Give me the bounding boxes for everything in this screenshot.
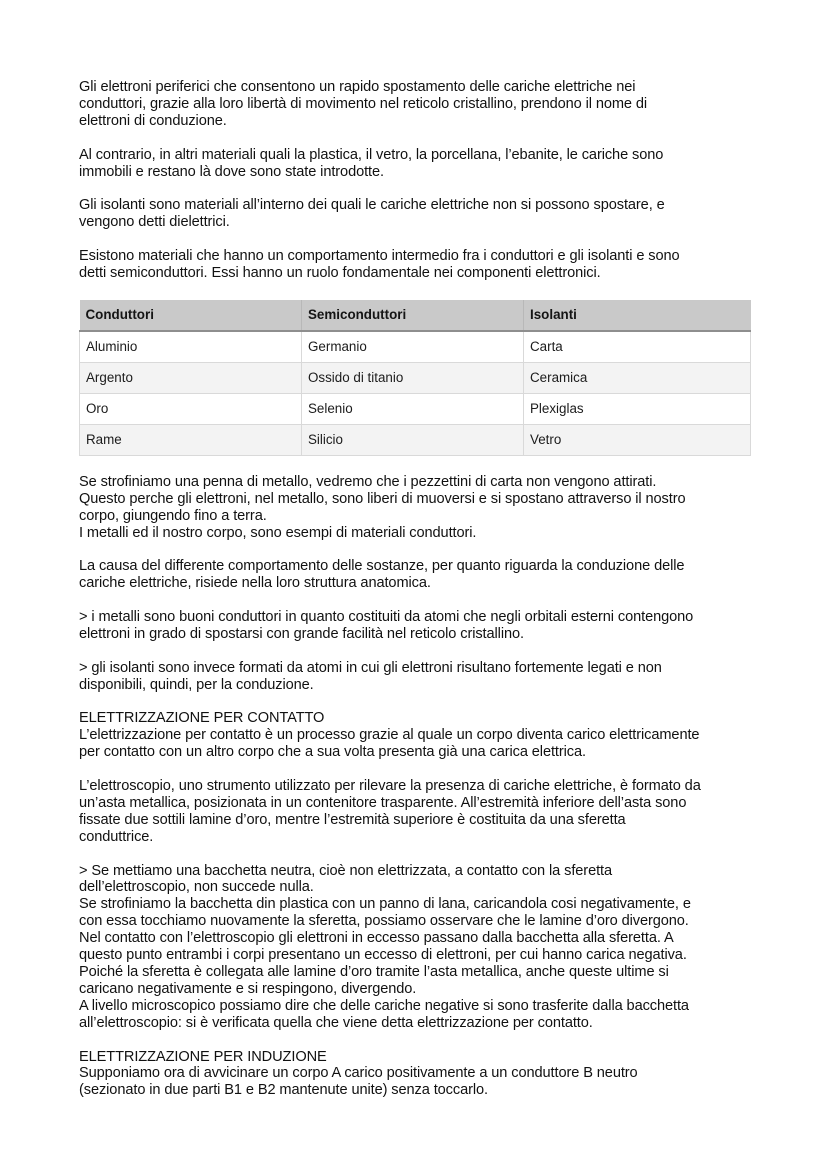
text-line: Gli elettroni periferici che consentono un rapido spostamento delle cariche elettriche nei [79,79,636,95]
materials-table [79,300,751,456]
text-line: (sezionato in due parti B1 e B2 mantenute unite) senza toccarlo. [79,1082,488,1099]
after-table-section [79,474,751,694]
text-line: corpo, giungendo fino a terra. [79,507,267,524]
text-line: immobili e restano là dove sono state introdotte. [79,163,384,180]
paragraph-contatto-definition [79,727,751,761]
text-line: dell’elettroscopio, non succede nulla. [79,879,314,896]
text-line: caricano negativamente e si respingono, divergendo. [79,980,417,997]
text-line: Esistono materiali che hanno un comportamento intermedio fra i conduttori e gli isolanti e sono [79,248,680,265]
text-line: detti semiconduttori. Essi hanno un ruolo fondamentale nei componenti elettronici. [79,264,601,281]
text-line: > gli isolanti sono invece formati da atomi in cui gli elettroni risultano fortemente legati e non [79,659,662,676]
text-line: L’elettrizzazione per contatto è un processo grazie al quale un corpo diventa carico elettricamente [79,727,700,744]
table-row [80,331,751,363]
text-line: Al contrario, in altri materiali quali la plastica, il vetro, la porcellana, l’ebanite, le cariche sono [79,146,664,163]
table-cell: Silicio [302,424,524,455]
paragraph-bacchetta [79,863,751,1032]
intro-section [79,79,751,282]
table-cell: Aluminio [80,331,302,363]
text-line: Poiché la sferetta è collegata alle lamine d’oro tramite l’asta metallica, anche queste ultime si [79,964,669,981]
text-line: elettroni di conduzione. [79,112,227,129]
paragraph-metal-pen [79,474,751,542]
text-line: con essa tocchiamo nuovamente la sferetta, possiamo osservare che le lamine d’oro divergono. [79,913,689,930]
table-cell: Germanio [302,331,524,363]
text-line: L’elettroscopio, uno strumento utilizzato per rilevare la presenza di cariche elettriche, è formato da [79,778,701,795]
text-line: elettroni in grado di spostarsi con grande facilità nel reticolo cristallino. [79,625,524,642]
paragraph-elettroscopio [79,778,751,846]
header-isolanti: Isolanti [524,300,751,331]
text-line: vengono detti dielettrici. [79,214,230,231]
table-cell: Ceramica [524,362,751,393]
paragraph-conduction-electrons [79,79,751,130]
section-contatto [79,710,751,1031]
text-line: all’elettroscopio: si è verificata quella che viene detta elettrizzazione per contatto. [79,1014,593,1031]
paragraph-semiconductors [79,248,751,282]
heading-contatto: ELETTRIZZAZIONE PER CONTATTO [79,710,325,727]
text-line: questo punto entrambi i corpi presentano un eccesso di elettroni, per cui hanno carica negativa. [79,947,687,964]
text-line: Supponiamo ora di avvicinare un corpo A carico positivamente a un conduttore B neutro [79,1065,638,1082]
header-semiconduttori: Semiconduttori [302,300,524,331]
table-cell: Rame [80,424,302,455]
table-cell: Plexiglas [524,393,751,424]
text-line: La causa del differente comportamento delle sostanze, per quanto riguarda la conduzione delle [79,558,685,575]
table-row [80,424,751,455]
table-row [80,362,751,393]
text-line: Gli isolanti sono materiali all’interno dei quali le cariche elettriche non si possono spostare, e [79,197,665,214]
paragraph-cause [79,558,751,592]
paragraph-insulators [79,197,751,231]
paragraph-induzione [79,1065,751,1099]
text-line: I metalli ed il nostro corpo, sono esempi di materiali conduttori. [79,524,477,541]
table-cell: Oro [80,393,302,424]
text-line: cariche elettriche, risiede nella loro struttura anatomica. [79,575,431,592]
table-cell: Argento [80,362,302,393]
text-line: conduttori, grazie alla loro libertà di movimento nel reticolo cristallino, prendono il nome di [79,95,648,112]
text-line: > Se mettiamo una bacchetta neutra, cioè non elettrizzata, a contatto con la sferetta [79,862,613,879]
table-cell: Selenio [302,393,524,424]
document-page [79,79,751,1099]
text-line: conduttrice. [79,828,154,845]
table-cell: Carta [524,331,751,363]
text-line: > i metalli sono buoni conduttori in quanto costituiti da atomi che negli orbitali esterni contengono [79,609,694,626]
text-line: A livello microscopico possiamo dire che delle cariche negative si sono trasferite dalla bacchetta [79,997,689,1014]
table-cell: Ossido di titanio [302,362,524,393]
text-line: Questo perche gli elettroni, nel metallo, sono liberi di muoversi e si spostano attraverso il nostro [79,490,686,507]
header-conduttori: Conduttori [80,300,302,331]
heading-induzione: ELETTRIZZAZIONE PER INDUZIONE [79,1048,327,1065]
paragraph-insulators-bullet [79,660,751,694]
table-row [80,393,751,424]
table-cell: Vetro [524,424,751,455]
text-line: fissate due sottili lamine d’oro, mentre l’estremità superiore è costituita da una sferetta [79,811,626,828]
table-header-row [80,300,751,331]
text-line: per contatto con un altro corpo che a sua volta presenta già una carica elettrica. [79,744,586,761]
text-line: Se strofiniamo la bacchetta din plastica con un panno di lana, caricandola cosi negativamente, e [79,896,691,913]
text-line: Se strofiniamo una penna di metallo, vedremo che i pezzettini di carta non vengono attirati. [79,473,657,490]
section-induzione [79,1049,751,1100]
text-line: Nel contatto con l’elettroscopio gli elettroni in eccesso passano dalla bacchetta alla sferetta. A [79,930,674,947]
paragraph-metals-bullet [79,609,751,643]
text-line: disponibili, quindi, per la conduzione. [79,676,314,693]
paragraph-immobile-charges [79,147,751,181]
text-line: un’asta metallica, posizionata in un contenitore trasparente. All’estremità inferiore dell’asta sono [79,794,687,811]
